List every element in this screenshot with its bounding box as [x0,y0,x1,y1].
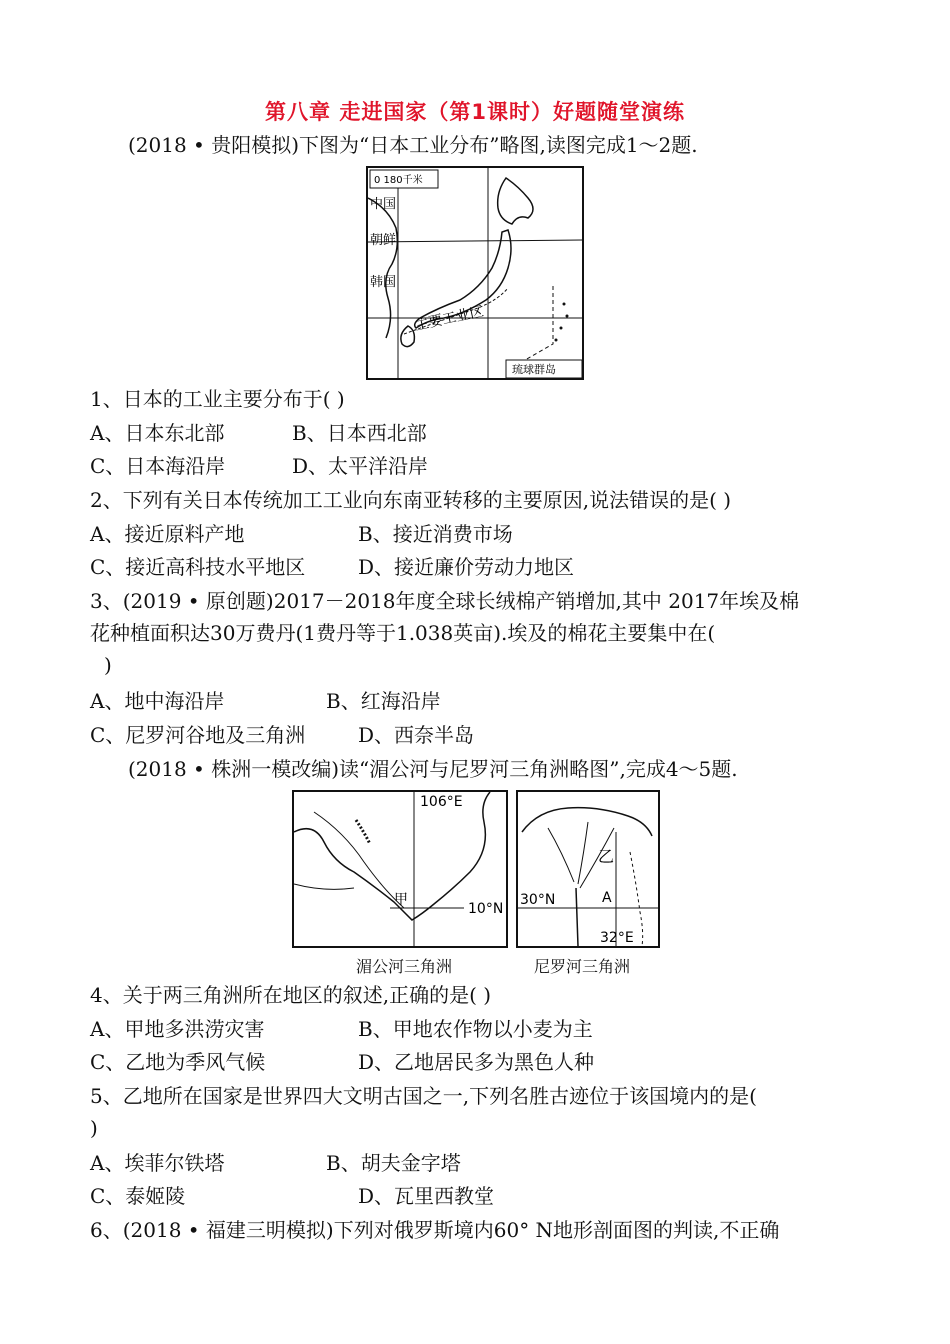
intro-1: (2018 • 贵阳模拟)下图为“日本工业分布”略图,读图完成1～2题. [128,133,698,157]
q6-line-1: 6、(2018 • 福建三明模拟)下列对俄罗斯境内60° N地形剖面图的判读,不正确 [90,1218,780,1242]
q5-option-b: B、胡夫金字塔 [326,1151,461,1175]
mekong-lat: 10°N [468,901,504,917]
q5-option-a: A、埃菲尔铁塔 [90,1151,225,1175]
nile-caption: 尼罗河三角洲 [534,957,631,976]
nile-map-drawing [518,792,658,946]
q2-option-c: C、接近高科技水平地区 [90,555,306,579]
mekong-map [292,790,508,948]
nile-map [516,790,660,948]
mekong-mark: 甲 [394,892,408,908]
q3-option-a: A、地中海沿岸 [90,689,225,713]
q1-option-c: C、日本海沿岸 [90,454,226,478]
q3-option-d: D、西奈半岛 [358,723,475,747]
label-ryukyu: 琉球群岛 [512,363,556,376]
q2-option-b: B、接近消费市场 [358,522,513,546]
q5-line-2: ) [90,1116,98,1140]
nile-lat: 30°N [520,892,556,908]
label-north-korea: 朝鲜 [370,233,397,248]
q1-option-a: A、日本东北部 [90,421,225,445]
q2-option-a: A、接近原料产地 [90,522,245,546]
mekong-map-drawing [294,792,506,946]
q3-line-3: ) [104,653,112,677]
q3-option-c: C、尼罗河谷地及三角洲 [90,723,306,747]
q1-option-d: D、太平洋沿岸 [292,454,429,478]
map1-scale: 0 180千米 [374,175,423,186]
q1-option-b: B、日本西北部 [292,421,427,445]
q4-option-a: A、甲地多洪涝灾害 [90,1017,265,1041]
nile-mark-a: A [602,890,612,906]
q3-line-1: 3、(2019 • 原创题)2017－2018年度全球长绒棉产销增加,其中 2017年埃及棉 [90,589,800,613]
intro-2: (2018 • 株洲一模改编)读“湄公河与尼罗河三角洲略图”,完成4～5题. [128,757,738,781]
q5-option-c: C、泰姬陵 [90,1184,186,1208]
japan-map-drawing [368,168,582,378]
q2-stem: 2、下列有关日本传统加工工业向东南亚转移的主要原因,说法错误的是( ) [90,488,732,512]
mekong-lon: 106°E [420,794,463,810]
nile-lon: 32°E [600,930,634,946]
q4-option-d: D、乙地居民多为黑色人种 [358,1050,595,1074]
japan-map [366,166,584,380]
q5-option-d: D、瓦里西教堂 [358,1184,495,1208]
q1-stem: 1、日本的工业主要分布于( ) [90,387,345,411]
q3-line-2: 花种植面积达30万费丹(1费丹等于1.038英亩).埃及的棉花主要集中在( [90,621,716,645]
q3-option-b: B、红海沿岸 [326,689,441,713]
q4-option-b: B、甲地农作物以小麦为主 [358,1017,593,1041]
mekong-caption: 湄公河三角洲 [356,957,453,976]
label-china: 中国 [370,197,397,212]
q4-stem: 4、关于两三角洲所在地区的叙述,正确的是( ) [90,983,492,1007]
page-title: 第八章 走进国家（第1课时）好题随堂演练 [265,100,685,124]
label-south-korea: 韩国 [370,275,397,290]
q4-option-c: C、乙地为季风气候 [90,1050,266,1074]
q2-option-d: D、接近廉价劳动力地区 [358,555,575,579]
q5-line-1: 5、乙地所在国家是世界四大文明古国之一,下列名胜古迹位于该国境内的是( [90,1084,757,1108]
nile-mark-b: 乙 [598,847,615,866]
label-industrial-zone: 主要工业区 [413,303,486,334]
